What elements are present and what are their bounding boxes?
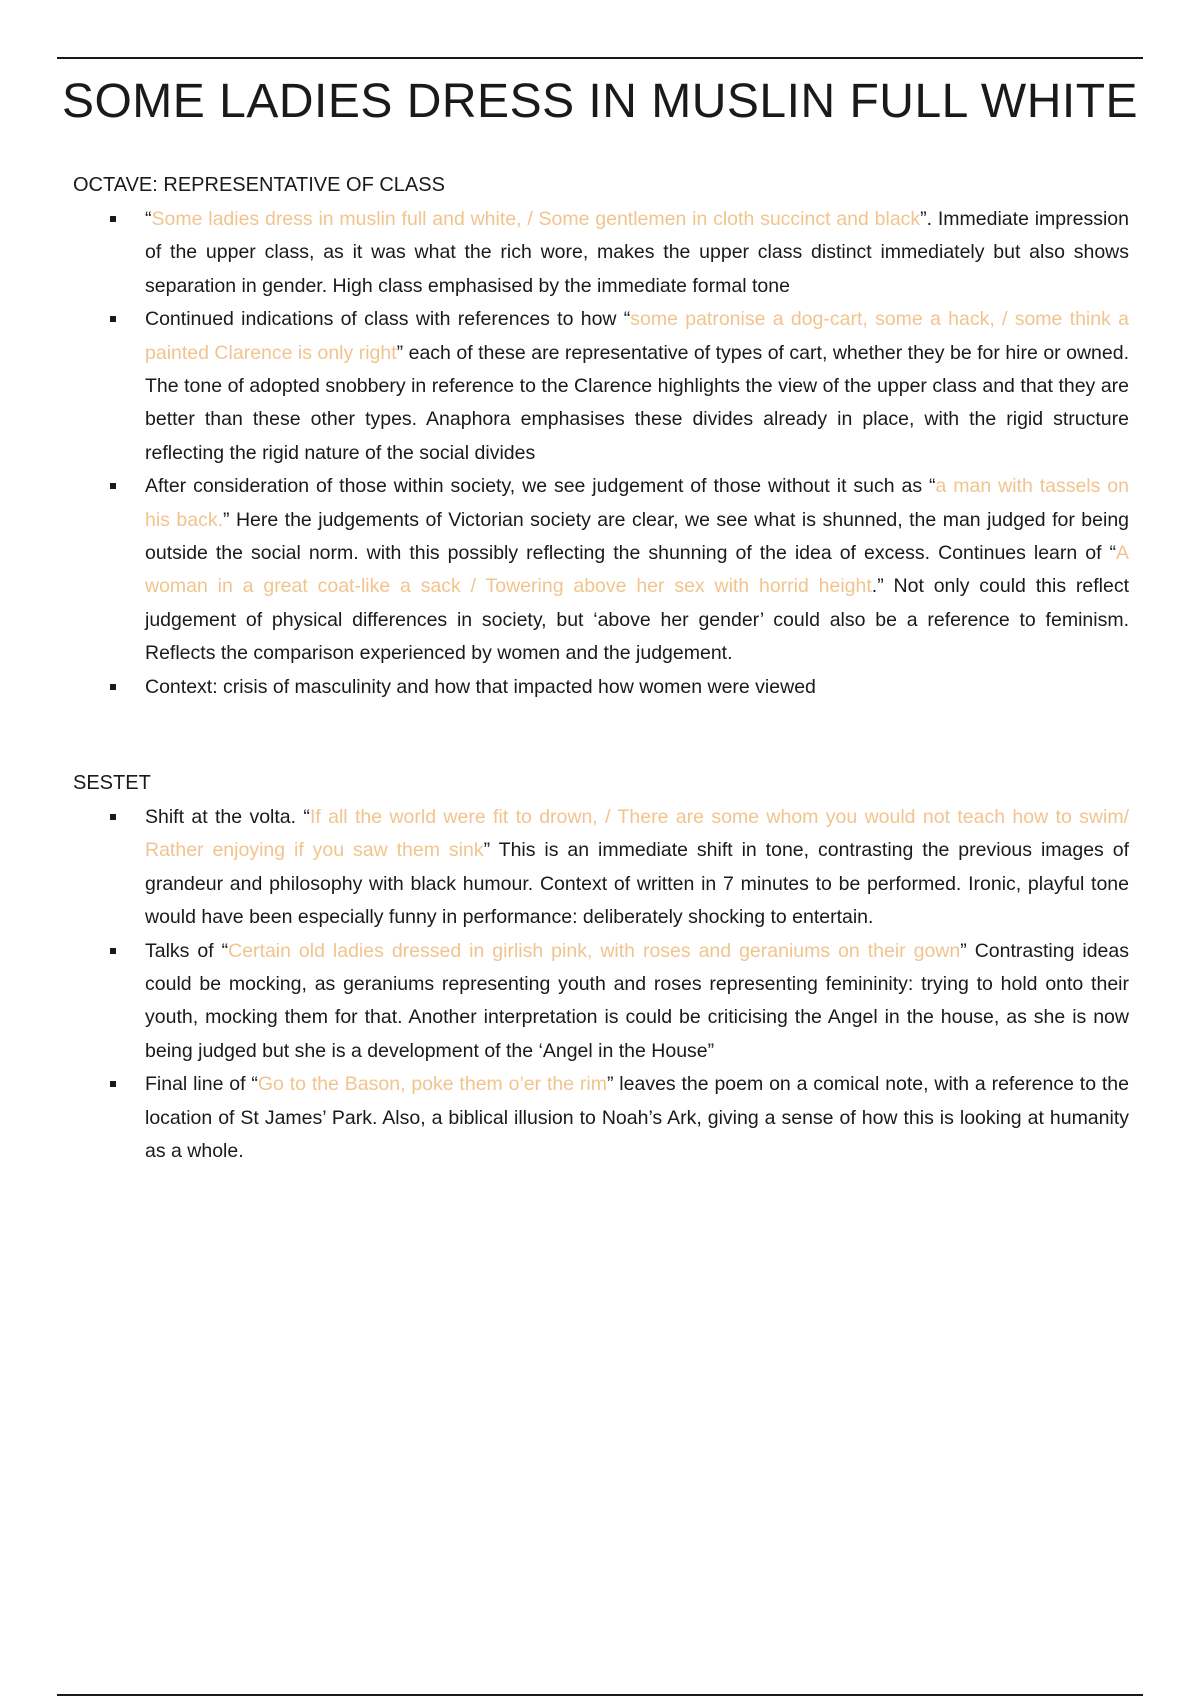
list-item — [73, 203, 1129, 303]
plain-text: Final line of “ — [145, 1073, 258, 1096]
bottom-rule — [57, 1694, 1143, 1696]
quote-text: A woman in a great coat-like a sack / Towering above her sex with horrid height — [145, 542, 1129, 598]
plain-text: ”. Immediate impression of the upper class, as it was what the rich wore, makes the upper class distinct immediately but also shows separation in gender. High class emphasised by the immediate formal tone — [145, 208, 1129, 297]
plain-text: ” Contrasting ideas could be mocking, as geraniums representing youth and roses representing femininity: trying to hold onto their youth, mocking them for that. Another interpretation is could be criticising the Angel in the house, as she is now being judged but she is a development of the ‘Angel in the House” — [145, 939, 1129, 1062]
plain-text: Continued indications of class with references to how “ — [145, 308, 631, 331]
sestet-section — [73, 768, 1129, 1168]
plain-text: .” Not only could this reflect judgement of physical differences in society, but ‘above her gender’ could also be a reference to feminism. Reflects the comparison experienced by women and the judgement. — [145, 575, 1129, 665]
list-item — [73, 470, 1129, 670]
quote-text: some patronise a dog-cart, some a hack, / some think a painted Clarence is only right — [145, 308, 1129, 364]
list-item — [73, 303, 1129, 470]
list-item — [73, 1068, 1129, 1168]
quote-text: Go to the Bason, poke them o’er the rim — [257, 1073, 607, 1096]
plain-text: ” Here the judgements of Victorian society are clear, we see what is shunned, the man judged for being outside the social norm. with this possibly reflecting the shunning of the idea of excess. Continues learn of “ — [145, 508, 1130, 565]
list-item — [73, 935, 1129, 1069]
plain-text: Context: crisis of masculinity and how that impacted how women were viewed — [145, 675, 816, 698]
quote-text: If all the world were fit to drown, / There are some whom you would not teach how to swim/ Rather enjoying if you saw them sink — [145, 806, 1129, 862]
plain-text: Talks of “ — [145, 939, 229, 962]
plain-text: ” This is an immediate shift in tone, contrasting the previous images of grandeur and philosophy with black humour. Context of written in 7 minutes to be performed. Ironic, playful tone would have been especially funny in performance: deliberately shocking to entertain. — [145, 839, 1129, 929]
quote-text: Certain old ladies dressed in girlish pink, with roses and geraniums on their gown — [228, 939, 961, 962]
plain-text: “ — [145, 208, 152, 230]
plain-text: After consideration of those within society, we see judgement of those without it such as “ — [145, 475, 936, 498]
octave-heading: OCTAVE: REPRESENTATIVE OF CLASS — [73, 174, 445, 196]
quote-text: a man with tassels on his back. — [145, 475, 1129, 531]
plain-text: ” leaves the poem on a comical note, with a reference to the location of St James’ Park. Also, a biblical illusion to Noah’s Ark, giving a sense of how this is looking at humanity as a whole. — [145, 1073, 1130, 1163]
top-rule — [57, 57, 1143, 59]
list-item — [73, 671, 1129, 704]
page-title: SOME LADIES DRESS IN MUSLIN FULL WHITE — [61, 75, 1139, 128]
quote-text: Some ladies dress in muslin full and white, / Some gentlemen in cloth succinct and black — [151, 208, 921, 230]
sestet-heading: SESTET — [73, 772, 151, 794]
plain-text: Shift at the volta. “ — [145, 806, 310, 828]
list-item — [73, 801, 1129, 935]
plain-text: ” each of these are representative of types of cart, whether they be for hire or owned. The tone of adopted snobbery in reference to the Clarence highlights the view of the upper class and that they are better than these other types. Anaphora emphasises these divides already in place, with the rigid structure reflecting the rigid nature of the social divides — [145, 341, 1129, 464]
octave-section — [73, 170, 1129, 704]
octave-bullet-list — [73, 203, 1129, 704]
sestet-bullet-list — [73, 801, 1129, 1168]
